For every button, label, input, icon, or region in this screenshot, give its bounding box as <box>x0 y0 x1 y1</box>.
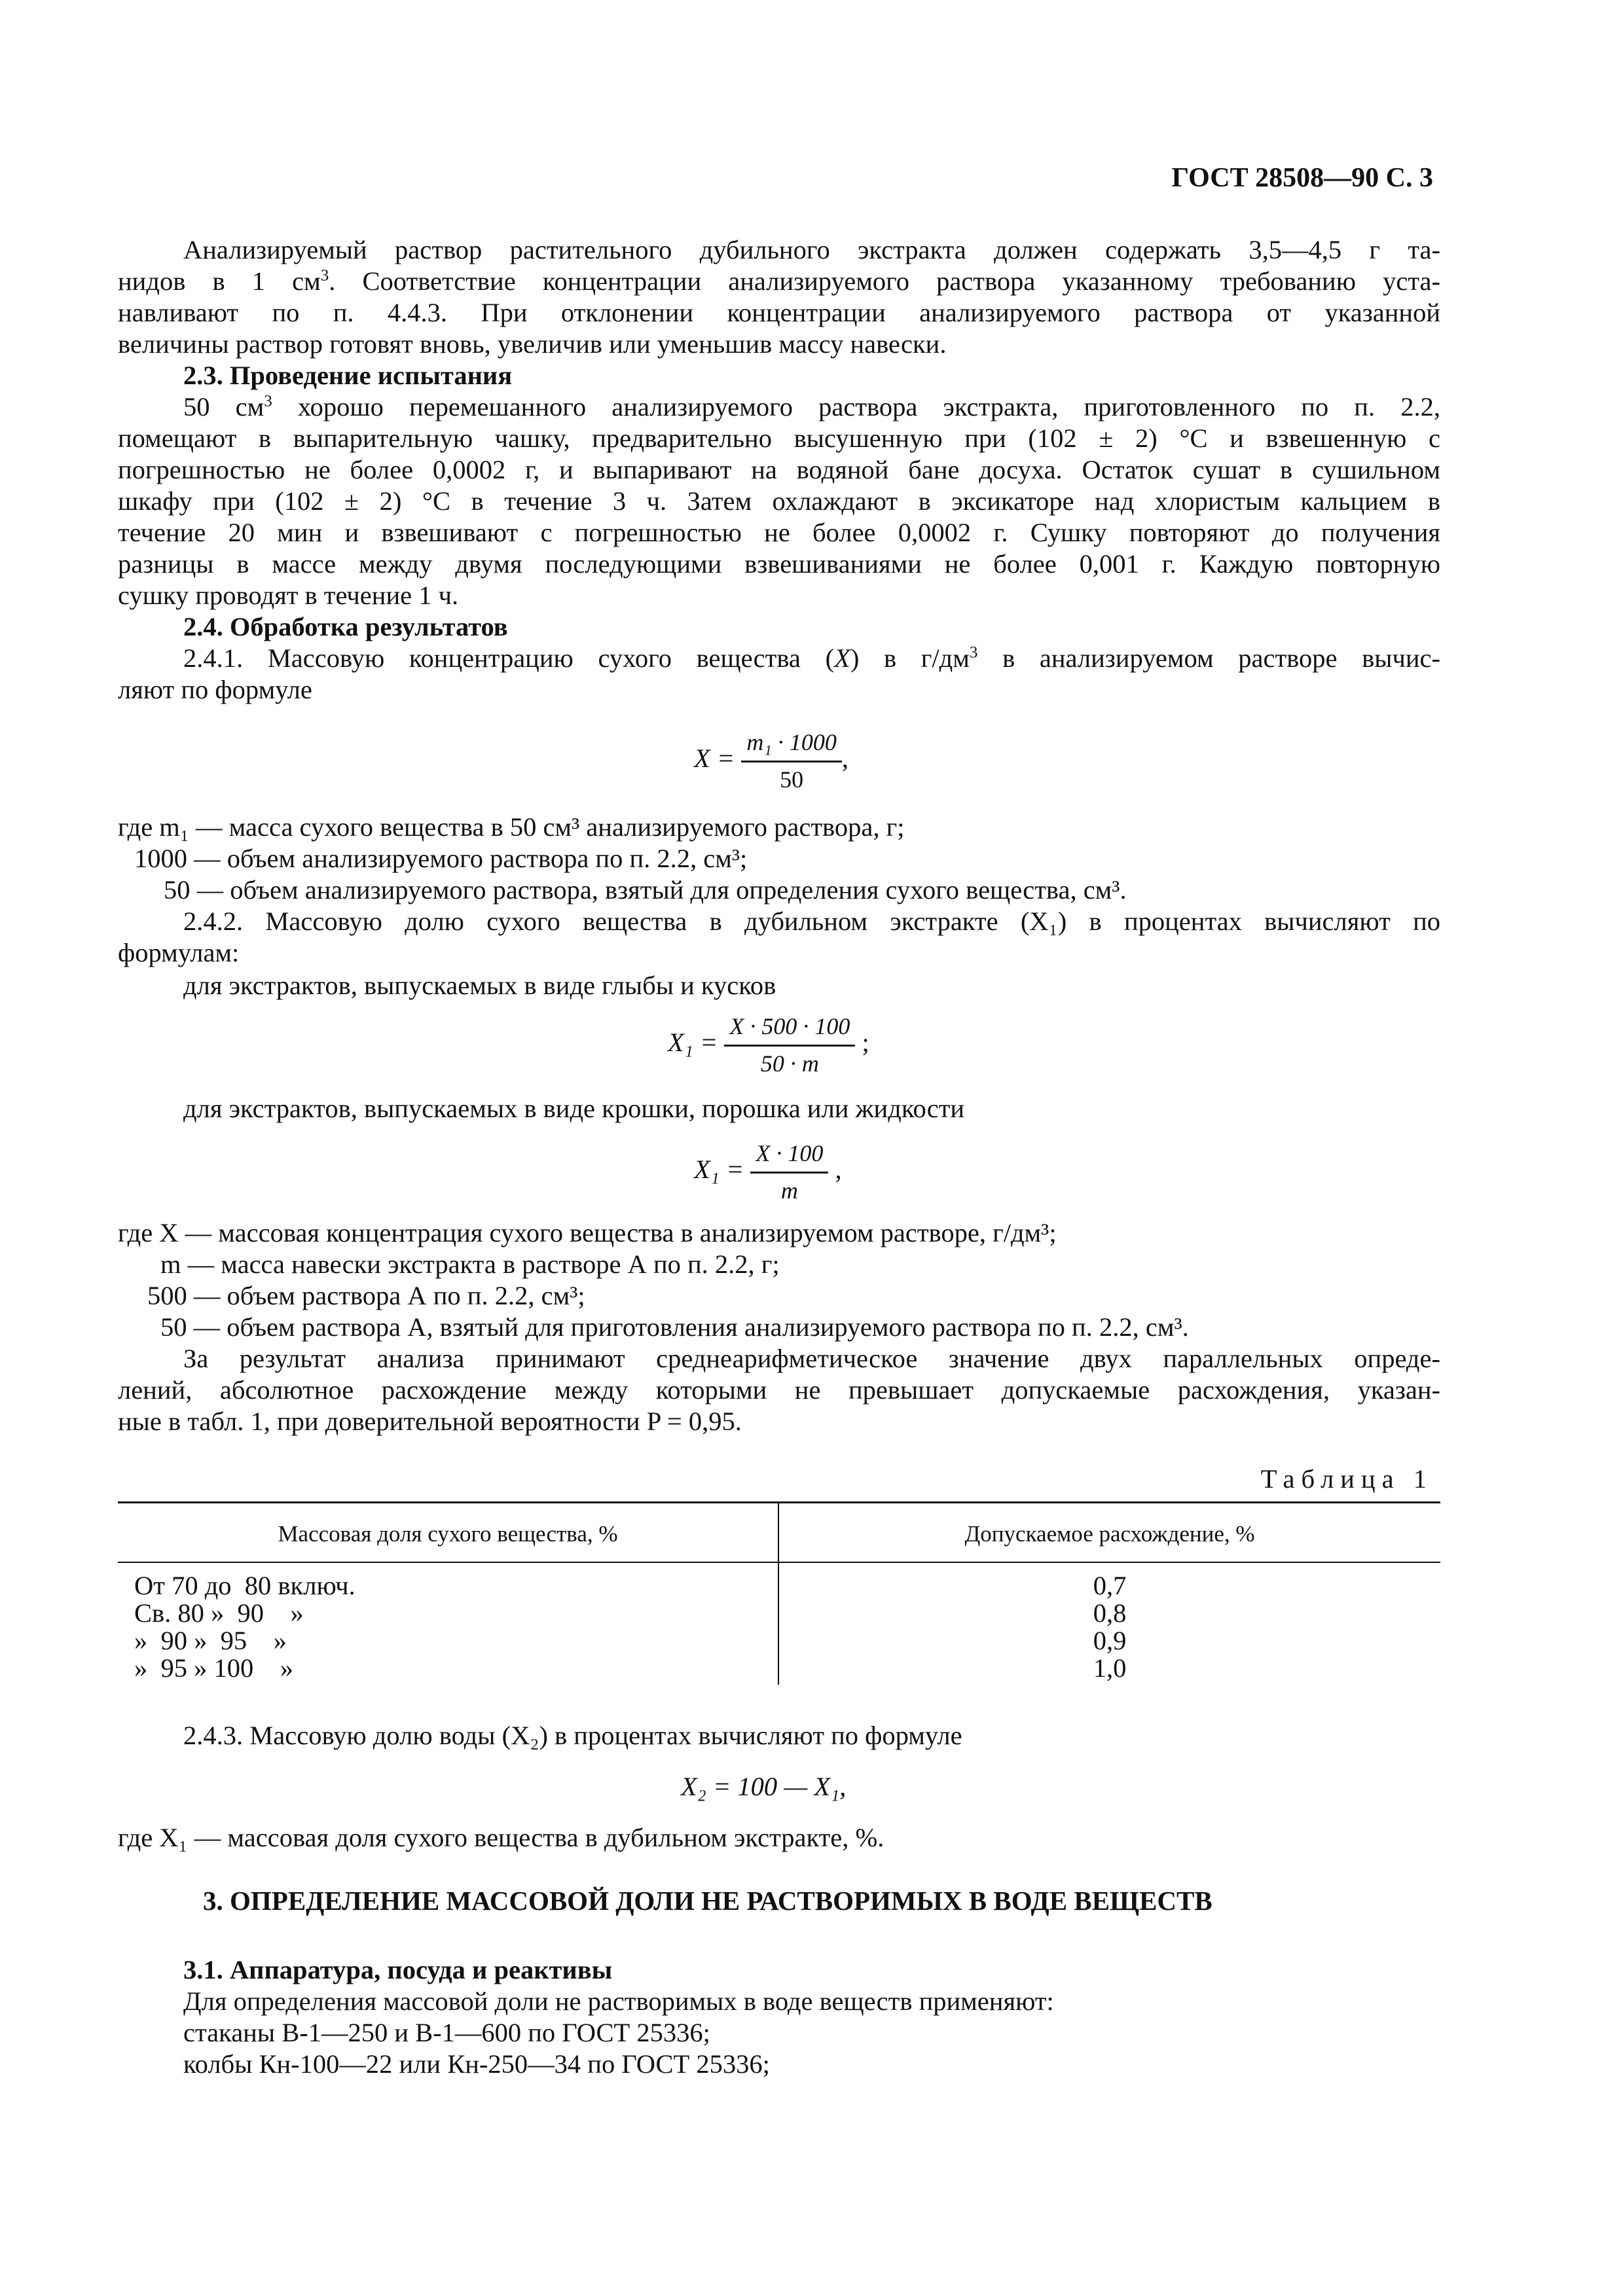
table-row-value: 0,9 <box>1093 1626 1127 1655</box>
page-header: ГОСТ 28508—90 С. 3 <box>1171 163 1433 193</box>
s23-line-7: сушку проводят в течение 1 ч. <box>118 581 459 610</box>
intro-line-2: нидов в 1 $см^3$. Соответствие концентрации анализируемого раствора указанному требованию уста- <box>118 266 1440 296</box>
case-1-text: для экстрактов, выпускаемых в виде глыбы и кусков <box>183 971 776 1000</box>
where2-line-1: где X — массовая концентрация сухого вещества в анализируемом растворе, г/дм³; <box>118 1218 1057 1247</box>
table-row-value: 0,8 <box>1093 1598 1127 1628</box>
s23-line-6: разницы в массе между двумя последующими взвешиваниями не более 0,001 г. Каждую повторную <box>118 549 1440 579</box>
section-2-4-heading: 2.4. Обработка результатов <box>183 612 508 641</box>
where1-line-2: 1000 — объем анализируемого раствора по п. 2.2, см³; <box>134 844 748 873</box>
s23-line-4: шкафу при (102 ± 2) °С в течение 3 ч. Затем охлаждают в эксикаторе над хлористым кальцием в <box>118 486 1440 516</box>
s24-p2-line-1: 2.4.2. Массовую долю сухого вещества в дубильном экстракте (X₁) в процентах вычисляют по <box>183 906 1440 936</box>
formula-x1-pieces: X₁ = $\frac{X \cdot 500 \cdot 100}{50 \cdot m}$ ; <box>668 1011 869 1079</box>
s243-text: 2.4.3. Массовую долю воды (X₂) в процентах вычисляют по формуле <box>183 1721 962 1750</box>
table-row: От 70 до 80 включ. <box>134 1571 356 1600</box>
s3-line-3: колбы Кн-100—22 или Кн-250—34 по ГОСТ 25336; <box>183 2049 770 2079</box>
table-row-value: 0,7 <box>1093 1571 1127 1600</box>
table-caption: Таблица 1 <box>1260 1464 1433 1494</box>
result-line-1: За результат анализа принимают среднеарифметическое значение двух параллельных опреде- <box>183 1344 1440 1373</box>
s3-line-1: Для определения массовой доли не растворимых в воде веществ применяют: <box>183 1986 1054 2016</box>
table-row-value: 1,0 <box>1093 1653 1127 1683</box>
section-3-title: 3. ОПРЕДЕЛЕНИЕ МАССОВОЙ ДОЛИ НЕ РАСТВОРИМЫХ В ВОДЕ ВЕЩЕСТВ <box>203 1886 1213 1916</box>
where2-line-4: 50 — объем раствора А, взятый для приготовления анализируемого раствора по п. 2.2, см³. <box>160 1312 1189 1342</box>
case-2-text: для экстрактов, выпускаемых в виде крошки, порошка или жидкости <box>183 1094 965 1123</box>
formula-x1-powder: X₁ = $\frac{X \cdot 100}{m}$ , <box>694 1138 842 1206</box>
table-row: Св. 80 » 90 » <box>134 1598 304 1628</box>
table-top-rule <box>118 1501 1440 1503</box>
where2-line-2: m — масса навески экстракта в растворе А по п. 2.2, г; <box>160 1249 780 1279</box>
where2-line-3: 500 — объем раствора А по п. 2.2, см³; <box>147 1281 585 1310</box>
intro-line-3: навливают по п. 4.4.3. При отклонении концентрации анализируемого раствора от указанной <box>118 298 1440 327</box>
s23-line-3: погрешностью не более 0,0002 г, и выпаривают на водяной бане досуха. Остаток сушат в сушильном <box>118 455 1440 484</box>
intro-line-1: Анализируемый раствор растительного дубильного экстракта должен содержать 3,5—4,5 г та- <box>183 235 1440 264</box>
s24-p1-line-1: 2.4.1. Массовую концентрацию сухого вещества (X) в $г/дм^3$ в анализируемом растворе вычис- <box>183 643 1440 673</box>
s3-line-2: стаканы В-1—250 и В-1—600 по ГОСТ 25336; <box>183 2018 710 2047</box>
table-row: » 90 » 95 » <box>134 1626 287 1655</box>
s243-where: где X₁ — массовая доля сухого вещества в дубильном экстракте, %. <box>118 1823 884 1852</box>
s23-line-5: течение 20 мин и взвешивают с погрешностью не более 0,0002 г. Сушку повторяют до получения <box>118 518 1440 547</box>
where1-line-3: 50 — объем анализируемого раствора, взятый для определения сухого вещества, см³. <box>164 875 1127 905</box>
section-3-1-heading: 3.1. Аппаратура, посуда и реактивы <box>183 1955 613 1984</box>
result-line-3: ные в табл. 1, при доверительной вероятности P = 0,95. <box>118 1407 742 1436</box>
formula-x2: X₂ = 100 — X₁, <box>681 1772 847 1801</box>
s24-p1-line-2: ляют по формуле <box>118 675 312 704</box>
table-header-col-1: Массовая доля сухого вещества, % <box>278 1521 618 1547</box>
s23-line-1: 50 $см^3$ хорошо перемешанного анализируемого раствора экстракта, приготовленного по п. 2.2, <box>183 392 1440 422</box>
s24-p2-line-2: формулам: <box>118 938 240 967</box>
section-2-3-heading: 2.3. Проведение испытания <box>183 361 513 390</box>
intro-line-4: величины раствор готовят вновь, увеличив или уменьшив массу навески. <box>118 329 947 359</box>
result-line-2: лений, абсолютное расхождение между которыми не превышает допускаемые расхождения, указан- <box>118 1375 1440 1405</box>
formula-x: X = $\frac{\text{m₁ · 1000}}{50}$ , <box>694 726 848 795</box>
where1-line-1: где m₁ — масса сухого вещества в 50 см³ анализируемого раствора, г; <box>118 812 905 842</box>
table-header-col-2: Допускаемое расхождение, % <box>964 1521 1255 1547</box>
table-row: » 95 » 100 » <box>134 1653 293 1683</box>
s23-line-2: помещают в выпарительную чашку, предварительно высушенную при (102 ± 2) °С и взвешенную с <box>118 423 1440 453</box>
table-header-rule <box>118 1562 1440 1563</box>
